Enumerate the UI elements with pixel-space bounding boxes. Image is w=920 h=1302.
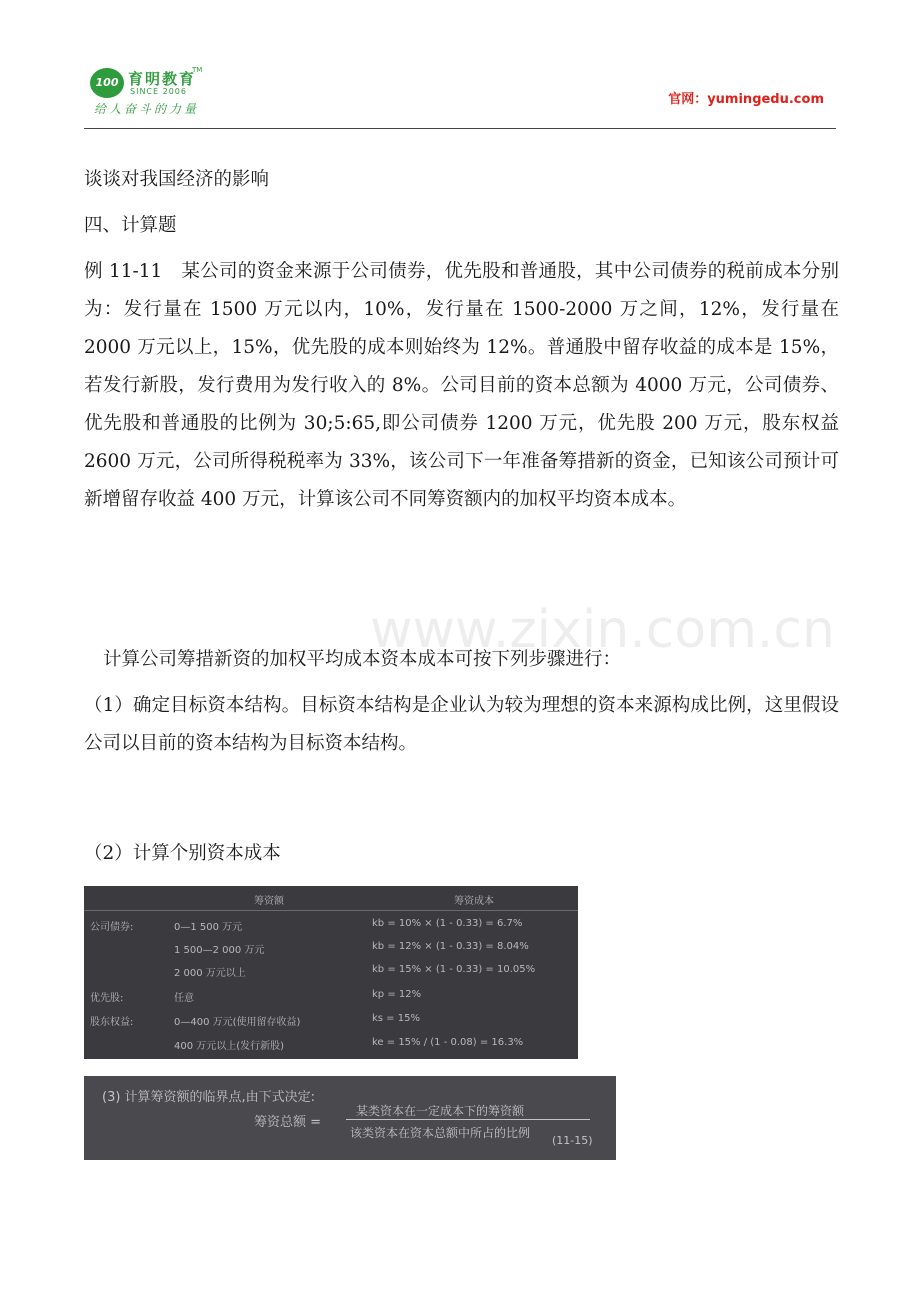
table-cell-cost: kb = 12% × (1 - 0.33) = 8.04% bbox=[372, 941, 529, 952]
steps-intro: 计算公司筹措新资的加权平均成本资本成本可按下列步骤进行： bbox=[103, 649, 622, 670]
table-cell-cost: ks = 15% bbox=[372, 1013, 420, 1024]
step-2: （2）计算个别资本成本 bbox=[84, 843, 281, 864]
header-divider bbox=[84, 128, 836, 129]
formula-lhs: 筹资总额 = bbox=[254, 1115, 322, 1130]
table-cell-type: 股东权益: bbox=[90, 1017, 134, 1028]
table-cell-range: 400 万元以上(发行新股) bbox=[174, 1041, 285, 1052]
table-cell-type: 公司债券: bbox=[90, 922, 134, 933]
logo-icon: 100 bbox=[90, 68, 124, 98]
watermark: www.zixin.com.cn bbox=[370, 600, 835, 660]
cost-table-image bbox=[84, 886, 578, 1059]
formula-equation-number: (11-15) bbox=[552, 1134, 593, 1147]
page-header bbox=[84, 60, 836, 130]
formula-heading: (3) 计算筹资额的临界点,由下式决定: bbox=[102, 1090, 316, 1105]
section-heading: 四、计算题 bbox=[84, 215, 177, 236]
table-cell-cost: ke = 15% / (1 - 0.08) = 16.3% bbox=[372, 1037, 524, 1048]
table-cell-range: 任意 bbox=[174, 993, 194, 1004]
table-cell-range: 0—1 500 万元 bbox=[174, 922, 243, 933]
step-1: （1）确定目标资本结构。目标资本结构是企业认为较为理想的资本来源构成比例，这里假设公司以目前的资本结构为目标资本结构。 bbox=[84, 695, 839, 754]
logo-slogan: 给人奋斗的力量 bbox=[94, 102, 200, 116]
table-cell-cost: kb = 10% × (1 - 0.33) = 6.7% bbox=[372, 918, 523, 929]
fraction-bar bbox=[346, 1119, 590, 1120]
formula-denominator: 该类资本在资本总额中所占的比例 bbox=[350, 1126, 531, 1140]
table-header bbox=[84, 886, 578, 911]
example-paragraph: 例 11-11 某公司的资金来源于公司债券，优先股和普通股，其中公司债券的税前成本分别为：发行量在 1500 万元以内，10%，发行量在 1500-2000 万之间，12%，发行量在 2000 万元以上，15%，优先股的成本则始终为 12%。普通股中留存收益的成本是 15%，若发行新股，发行费用为发行收入的 8%。公司目前的资本总额为 4000 万元，公司债券、优先股和普通股的比例为 30;5:65,即公司债券 1200 万元，优先股 200 万元，股东权益 2600 万元，公司所得税税率为 33%，该公司下一年准备筹措新的资金，已知该公司预计可新增留存收益 400 万元，计算该公司不同筹资额内的加权平均资本成本。 bbox=[84, 261, 839, 510]
formula-image bbox=[84, 1076, 616, 1160]
logo-since: SINCE 2006 bbox=[130, 87, 187, 96]
formula-numerator: 某类资本在一定成本下的筹资额 bbox=[356, 1104, 525, 1118]
table-cell-range: 1 500—2 000 万元 bbox=[174, 945, 265, 956]
text-line-economy: 谈谈对我国经济的影响 bbox=[84, 169, 270, 190]
table-cell-cost: kp = 12% bbox=[372, 989, 422, 1000]
table-cell-range: 2 000 万元以上 bbox=[174, 968, 246, 979]
table-cell-range: 0—400 万元(使用留存收益) bbox=[174, 1017, 301, 1028]
logo-trademark: TM bbox=[192, 66, 203, 74]
table-header-amount: 筹资额 bbox=[254, 896, 284, 907]
table-header-cost: 筹资成本 bbox=[454, 896, 494, 907]
website-link[interactable]: 官网：yumingedu.com bbox=[668, 92, 824, 107]
table-cell-cost: kb = 15% × (1 - 0.33) = 10.05% bbox=[372, 964, 536, 975]
logo-name: 育明教育 bbox=[128, 70, 197, 88]
table-cell-type: 优先股: bbox=[90, 993, 124, 1004]
